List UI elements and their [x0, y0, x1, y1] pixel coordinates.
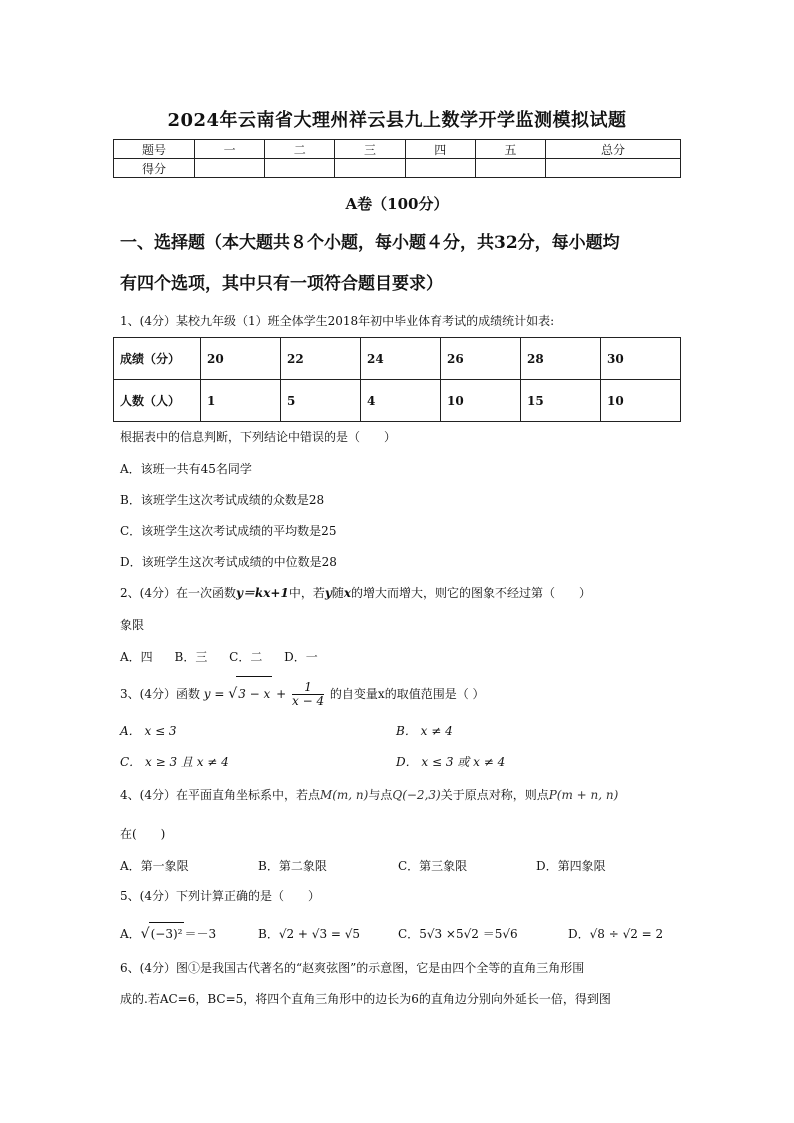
question-3-option-c: C． x ≥ 3 且 x ≠ 4 [120, 755, 229, 769]
question-3-plus: + [276, 687, 287, 701]
table-cell: 15 [521, 380, 601, 422]
question-4-stem-a: 4、(4分）在平面直角坐标系中，若点 [120, 788, 320, 802]
question-5-option-a-result: ＝－3 [184, 927, 217, 941]
fraction-numerator: 1 [292, 681, 324, 695]
question-2-formula: y＝kx+1 [235, 586, 289, 600]
sqrt-icon: √ [140, 926, 150, 942]
table-cell: 二 [265, 140, 335, 159]
question-5-option-d [568, 923, 663, 945]
question-2-stem-c: 随 [331, 586, 344, 600]
table-cell [195, 159, 265, 178]
option-label: C． [398, 927, 420, 941]
table-cell [546, 159, 681, 178]
question-1-option-a: A．该班一共有45名同学 [120, 462, 252, 476]
question-2-options [120, 649, 318, 665]
sqrt-icon: √ [228, 686, 238, 702]
question-2-stem-a: 2、(4分）在一次函数 [120, 586, 236, 600]
question-5-option-b-expr: √2 + √3 = √5 [278, 927, 361, 941]
question-4-stem-b: 与点 [368, 788, 393, 802]
question-5-option-d-expr: √8 ÷ √2 = 2 [589, 927, 664, 941]
question-4-option-c: C．第三象限 [398, 859, 468, 873]
question-1-stem: 1、(4分）某校九年级（1）班全体学生2018年初中毕业体育考试的成绩统计如表: [120, 314, 555, 328]
table-cell: 人数（人） [114, 380, 201, 422]
table-cell: 一 [195, 140, 265, 159]
part-heading-line-1: 一、选择题（本大题共８个小题，每小题４分，共32分，每小题均 [120, 233, 620, 253]
table-cell: 题号 [114, 140, 195, 159]
table-cell [265, 159, 335, 178]
question-4-option-d: D．第四象限 [536, 859, 606, 873]
question-3-stem-b: 的自变量x的取值范围是（ ） [329, 687, 485, 701]
question-3-option-b: B． x ≠ 4 [396, 724, 453, 738]
score-table [113, 139, 681, 178]
question-5-stem: 5、(4分）下列计算正确的是（ ） [120, 889, 320, 903]
table-cell: 5 [281, 380, 361, 422]
section-heading: A卷（100分） [345, 195, 449, 213]
table-cell: 20 [201, 338, 281, 380]
question-5-option-c [398, 923, 568, 945]
question-5-option-a [120, 922, 258, 945]
table-row [114, 380, 681, 422]
table-cell [405, 159, 475, 178]
table-cell [475, 159, 545, 178]
option-label: A． [120, 927, 141, 941]
question-5-option-a-radicand: (−3)² [149, 922, 185, 945]
question-2-stem-d: 的增大而增大，则它的图象不经过第（ ） [350, 586, 591, 600]
question-2-option-d: D．一 [284, 650, 318, 664]
question-5-options [120, 922, 680, 945]
question-1-option-b: B．该班学生这次考试成绩的众数是28 [120, 493, 325, 507]
question-4-point-m: M(m, n) [319, 788, 369, 802]
question-1-option-d: D．该班学生这次考试成绩的中位数是28 [120, 555, 337, 569]
question-2-var-y: y [324, 586, 332, 600]
table-cell: 得分 [114, 159, 195, 178]
part-heading-line-2: 有四个选项，其中只有一项符合题目要求） [120, 274, 443, 294]
question-2-option-a: A．四 [120, 650, 153, 664]
grade-table [113, 337, 681, 422]
table-cell: 总分 [546, 140, 681, 159]
question-4-stem [120, 787, 618, 803]
table-cell [335, 159, 405, 178]
table-cell: 成绩（分） [114, 338, 201, 380]
table-cell: 五 [475, 140, 545, 159]
question-5-option-b [258, 923, 398, 945]
question-3-options-row-2 [120, 753, 680, 770]
question-4-option-b: B．第二象限 [258, 859, 327, 873]
question-4-point-q: Q(−2,3) [392, 788, 441, 802]
question-5-option-c-expr: 5√3 ×5√2 ＝5√6 [419, 927, 518, 941]
question-3-radicand: 3 − x [236, 676, 272, 711]
question-4-point-p: P(m + n, n) [548, 788, 619, 802]
question-2-stem-b: 中，若 [288, 586, 325, 600]
table-cell: 四 [405, 140, 475, 159]
table-cell: 30 [601, 338, 681, 380]
question-2-option-b: B．三 [174, 650, 208, 664]
question-3-fraction [292, 681, 324, 708]
fraction-denominator: x − 4 [292, 694, 325, 708]
option-label: B． [258, 927, 279, 941]
table-cell: 10 [441, 380, 521, 422]
table-cell: 28 [521, 338, 601, 380]
score-table-score-row [114, 159, 681, 178]
question-2-option-c: C．二 [229, 650, 263, 664]
table-cell: 22 [281, 338, 361, 380]
question-3-option-a: A． x ≤ 3 [120, 724, 177, 738]
question-3-y-eq: y = [203, 687, 225, 701]
table-cell: 10 [601, 380, 681, 422]
question-6-line-1: 6、(4分）图①是我国古代著名的“赵爽弦图”的示意图，它是由四个全等的直角三角形围 [120, 961, 585, 975]
table-cell: 三 [335, 140, 405, 159]
question-4-options [120, 857, 680, 874]
question-2-var-x: x [343, 586, 351, 600]
question-2-stem [120, 585, 591, 601]
page-title: 2024年云南省大理州祥云县九上数学开学监测模拟试题 [167, 110, 627, 131]
table-cell: 26 [441, 338, 521, 380]
table-cell: 24 [361, 338, 441, 380]
table-row [114, 338, 681, 380]
table-cell: 4 [361, 380, 441, 422]
question-2-stem-end: 象限 [120, 618, 145, 632]
option-label: D． [568, 927, 590, 941]
question-4-stem-end: 在( ) [120, 827, 166, 841]
question-3-stem-a: 3、(4分）函数 [120, 687, 200, 701]
question-4-option-a: A．第一象限 [120, 859, 189, 873]
question-6-line-2: 成的.若AC=6，BC=5，将四个直角三角形中的边长为6的直角边分别向外延长一倍，得到图 [120, 992, 611, 1006]
question-4-stem-c: 关于原点对称，则点 [440, 788, 549, 802]
score-table-header-row [114, 140, 681, 159]
question-1-prompt: 根据表中的信息判断，下列结论中错误的是（ ） [120, 430, 397, 444]
question-3-options-row-1 [120, 722, 680, 739]
table-cell: 1 [201, 380, 281, 422]
question-3-stem [120, 676, 485, 711]
question-3-option-d: D． x ≤ 3 或 x ≠ 4 [396, 755, 506, 769]
question-1-option-c: C．该班学生这次考试成绩的平均数是25 [120, 524, 337, 538]
